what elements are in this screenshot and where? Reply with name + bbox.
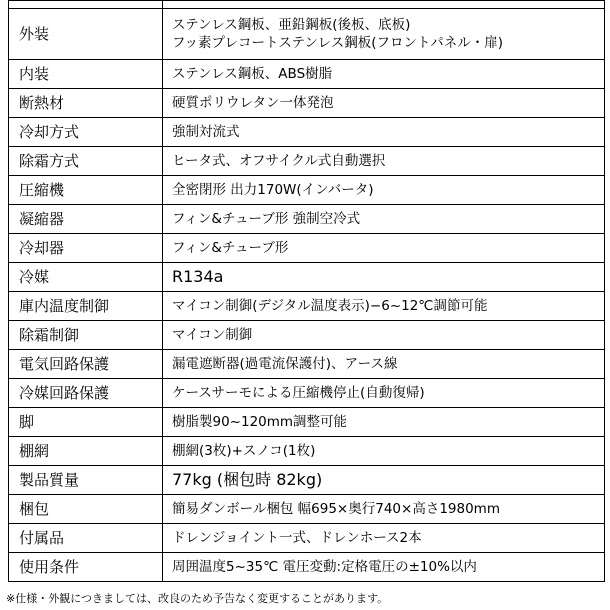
spec-value: フィン&チューブ形 強制空冷式 xyxy=(163,205,605,234)
spec-value: 周囲温度5~35℃ 電圧変動:定格電圧の±10%以内 xyxy=(163,553,605,582)
spec-value: 硬質ポリウレタン一体発泡 xyxy=(163,89,605,118)
spec-label: 付属品 xyxy=(9,524,163,553)
spec-label: 脚 xyxy=(9,408,163,437)
spec-value-line: ステンレス鋼板、亜鉛鋼板(後板、底板) xyxy=(172,17,411,33)
spec-label: 冷却方式 xyxy=(9,118,163,147)
spec-value: 強制対流式 xyxy=(163,118,605,147)
top-edge-label-cell xyxy=(9,1,163,9)
spec-label: 圧縮機 xyxy=(9,176,163,205)
spec-value: 簡易ダンボール梱包 幅695×奥行740×高さ1980mm xyxy=(163,495,605,524)
top-edge-value-cell xyxy=(163,1,605,9)
spec-label: 内装 xyxy=(9,60,163,89)
spec-value: 棚網(3枚)+スノコ(1枚) xyxy=(163,437,605,466)
spec-value: フィン&チューブ形 xyxy=(163,234,605,263)
spec-label: 梱包 xyxy=(9,495,163,524)
spec-table xyxy=(8,0,605,582)
table-row xyxy=(9,176,605,205)
spec-label: 断熱材 xyxy=(9,89,163,118)
table-row xyxy=(9,9,605,60)
table-row xyxy=(9,205,605,234)
spec-label: 棚網 xyxy=(9,437,163,466)
table-row xyxy=(9,147,605,176)
footnote: ※仕様・外観につきましては、改良のため予告なく変更することがあります。 xyxy=(6,592,389,605)
spec-value: 全密閉形 出力170W(インバータ) xyxy=(163,176,605,205)
table-row xyxy=(9,321,605,350)
table-row xyxy=(9,118,605,147)
spec-value: 樹脂製90~120mm調整可能 xyxy=(163,408,605,437)
spec-label: 除霜方式 xyxy=(9,147,163,176)
spec-label: 電気回路保護 xyxy=(9,350,163,379)
spec-label: 冷媒 xyxy=(9,263,163,292)
table-row xyxy=(9,89,605,118)
spec-label: 凝縮器 xyxy=(9,205,163,234)
spec-label: 外装 xyxy=(9,9,163,60)
table-top-edge xyxy=(9,1,605,9)
table-row xyxy=(9,437,605,466)
table-row xyxy=(9,379,605,408)
spec-value: ステンレス鋼板、ABS樹脂 xyxy=(163,60,605,89)
spec-value: マイコン制御(デジタル温度表示)−6~12℃調節可能 xyxy=(163,292,605,321)
table-row xyxy=(9,234,605,263)
spec-label: 製品質量 xyxy=(9,466,163,495)
spec-label: 除霜制御 xyxy=(9,321,163,350)
spec-label: 使用条件 xyxy=(9,553,163,582)
spec-value: ヒータ式、オフサイクル式自動選択 xyxy=(163,147,605,176)
table-row xyxy=(9,263,605,292)
spec-value: 77kg (梱包時 82kg) xyxy=(163,466,605,495)
spec-value: マイコン制御 xyxy=(163,321,605,350)
spec-label: 冷媒回路保護 xyxy=(9,379,163,408)
table-row xyxy=(9,495,605,524)
spec-value: R134a xyxy=(163,263,605,292)
table-row xyxy=(9,60,605,89)
spec-label: 庫内温度制御 xyxy=(9,292,163,321)
table-row xyxy=(9,408,605,437)
table-row xyxy=(9,292,605,321)
spec-value-line: フッ素プレコートステンレス鋼板(フロントパネル・扉) xyxy=(172,35,503,51)
table-row xyxy=(9,350,605,379)
spec-table-body xyxy=(9,1,605,582)
spec-label: 冷却器 xyxy=(9,234,163,263)
table-row xyxy=(9,524,605,553)
spec-value xyxy=(163,9,605,60)
table-row xyxy=(9,466,605,495)
spec-value: 漏電遮断器(過電流保護付)、アース線 xyxy=(163,350,605,379)
spec-value: ケースサーモによる圧縮機停止(自動復帰) xyxy=(163,379,605,408)
table-row xyxy=(9,553,605,582)
spec-value: ドレンジョイント一式、ドレンホース2本 xyxy=(163,524,605,553)
